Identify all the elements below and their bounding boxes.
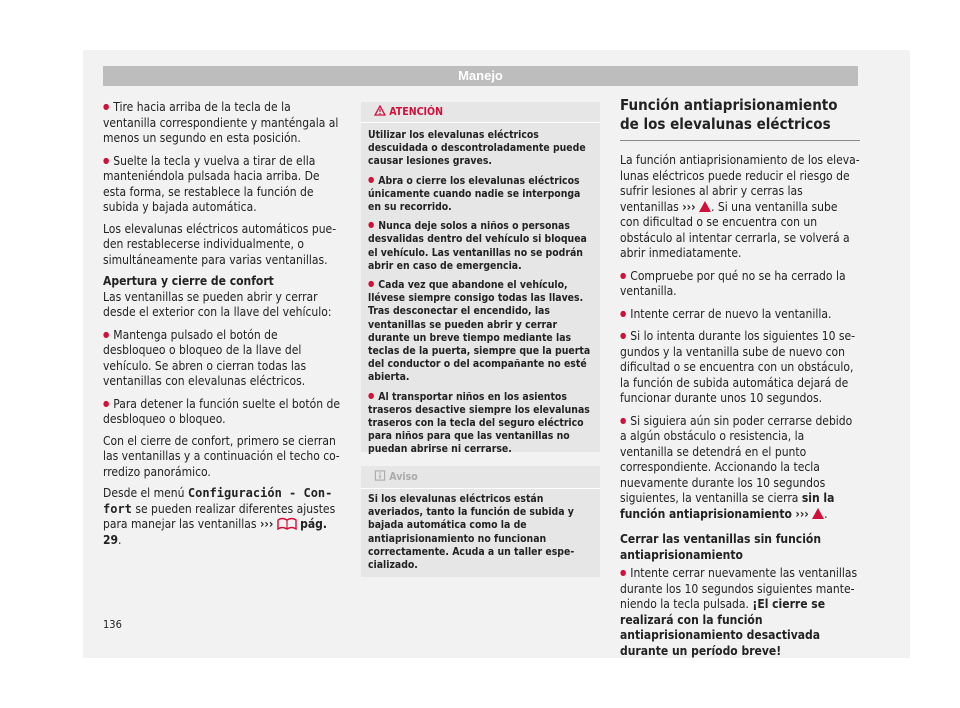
subheading: Cerrar las ventanillas sin función antiaprisionamiento	[620, 532, 822, 562]
paragraph: La función antiaprisionamiento de los elevalunas eléctricos puede reducir el riesgo de sufrir lesiones al abrir y cerras las ventanillas ››› . Si una ventanilla sube con dificultad o se encuentra con un obstáculo al intentar cerrarla, se volverá a abrir inmediatamente.	[620, 153, 860, 260]
section-title: Función antiaprisionamiento de los elevalunas eléctricos	[620, 96, 860, 141]
warning-triangle-icon	[374, 105, 386, 116]
list-item: ● Tire hacia arriba de la tecla de la ventanilla correspondiente y manténgala al menos un segundo en esta posición.	[103, 99, 340, 147]
left-column	[103, 99, 340, 554]
list-item: ● Intente cerrar de nuevo la ventanilla.	[620, 306, 860, 323]
list-item: ● Si siguiera aún sin poder cerrarse debido a algún obstáculo o resistencia, la ventanilla se detendrá en el punto correspondiente. Accionando la tecla nuevamente durante los 10 segundos siguientes, la ventanilla se cierra sin la función antiaprisionamiento ››› .	[620, 413, 860, 523]
list-item: ● Intente cerrar nuevamente las ventanillas durante los 10 segundos siguientes manteniendo la tecla pulsada. ¡El cierre se realizará con la función antiaprisionamiento desactivada durante un período breve!	[620, 565, 860, 659]
list-item: ● Si lo intenta durante los siguientes 10 segundos y la ventanilla sube de nuevo con dificultad o se encuentra con un obstáculo, la función de subida automática dejará de funcionar durante unos 10 segundos.	[620, 328, 860, 407]
list-item: ● Compruebe por qué no se ha cerrado la ventanilla.	[620, 268, 860, 300]
list-item: ● Suelte la tecla y vuelva a tirar de ella manteniéndola pulsada hacia arriba. De esta forma, se restablece la función de subida y bajada automática.	[103, 153, 340, 216]
paragraph: Las ventanillas se pueden abrir y cerrar desde el exterior con la llave del vehículo:	[103, 289, 332, 319]
notice-box	[361, 466, 600, 577]
right-column	[620, 96, 860, 665]
warning-item: ● Abra o cierre los elevalunas eléctricos únicamente cuando nadie se interponga en su recorrido.	[368, 173, 593, 215]
list-item: ● Mantenga pulsado el botón de desbloqueo o bloqueo de la llave del vehículo. Se abren o cierran todas las ventanillas con elevalunas eléctricos.	[103, 327, 340, 390]
warning-triangle-icon	[812, 508, 824, 519]
paragraph: Con el cierre de confort, primero se cierran las ventanillas y a continuación el techo corredizo panorámico.	[103, 433, 340, 479]
warning-box	[361, 102, 600, 456]
page-number: 136	[103, 618, 122, 631]
warning-item: ● Cada vez que abandone el vehículo, llévese siempre consigo todas las llaves. Tras desconectar el encendido, las ventanillas se pueden abrir y cerrar durante un breve tiempo mediante las teclas de la puerta, siempre que la puerta del conductor o del acompañante no esté abierta.	[368, 277, 593, 385]
info-icon	[374, 470, 386, 481]
warning-intro: Utilizar los elevalunas eléctricos descuidada o descontroladamente puede causar lesiones graves.	[368, 129, 586, 168]
notice-header: Aviso	[361, 466, 600, 489]
paragraph: Los elevalunas eléctricos automáticos pueden restablecerse individualmente, o simultáneamente para varias ventanillas.	[103, 221, 337, 267]
warning-item: ● Al transportar niños en los asientos traseros desactive siempre los elevalunas traseros con la tecla del seguro eléctrico para niños para que las ventanillas no puedan abrirse ni cerrarse.	[368, 389, 593, 457]
warning-triangle-icon	[699, 201, 711, 212]
section-header: Manejo	[103, 66, 858, 86]
warning-item: ● Nunca deje solos a niños o personas desvalidas dentro del vehículo si bloquea el vehículo. Las ventanillas no se podrán abrir en caso de emergencia.	[368, 218, 593, 273]
subheading: Apertura y cierre de confort	[103, 274, 274, 288]
notice-body: Si los elevalunas eléctricos están averiados, tanto la función de subida y bajada automática como la de antiaprisionamiento no funcionan correctamente. Acuda a un taller especializado.	[368, 493, 575, 572]
page-reference-link[interactable]: pág. 29	[103, 517, 328, 547]
paragraph: Desde el menú Configuración - Confort se pueden realizar diferentes ajustes para manejar las ventanillas ››› pág. 29.	[103, 486, 336, 547]
book-icon	[277, 517, 297, 530]
warning-body	[361, 123, 600, 457]
warning-header: ATENCIÓN	[361, 102, 600, 123]
list-item: ● Para detener la función suelte el botón de desbloqueo o bloqueo.	[103, 396, 340, 428]
menu-path: Configuración - Confort	[103, 486, 333, 516]
